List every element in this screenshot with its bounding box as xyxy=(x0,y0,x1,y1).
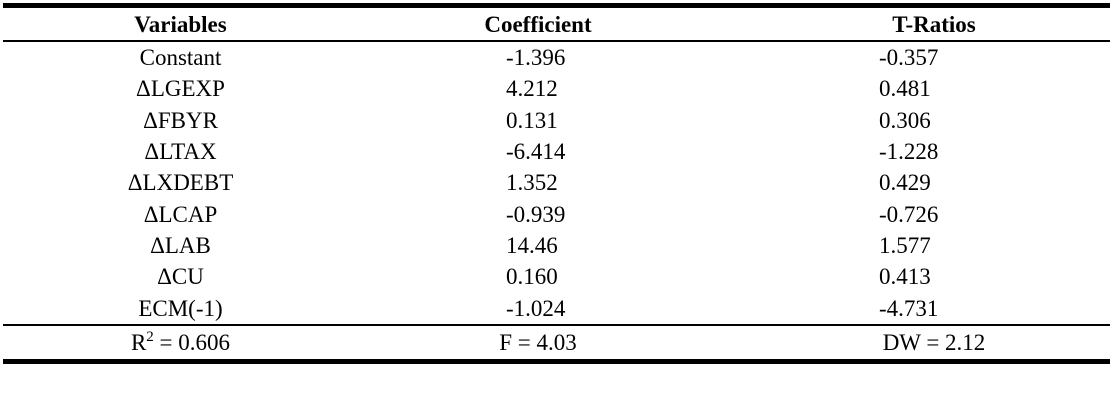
r-squared-symbol: R xyxy=(130,329,147,355)
header-coefficient: Coefficient xyxy=(358,6,758,42)
cell-coefficient: 14.46 xyxy=(506,232,558,258)
cell-coefficient: -1.024 xyxy=(506,295,566,321)
table-row xyxy=(3,167,1110,198)
table-row xyxy=(3,198,1110,229)
table-row xyxy=(3,136,1110,167)
cell-variable: ΔFBYR xyxy=(143,107,218,133)
cell-variable: ECM(-1) xyxy=(138,295,223,321)
cell-variable: ΔLGEXP xyxy=(136,76,225,102)
cell-coefficient: -0.939 xyxy=(506,201,566,227)
table-row xyxy=(3,105,1110,136)
f-stat: F = 4.03 xyxy=(499,329,577,355)
r-squared-exponent: 2 xyxy=(146,328,154,345)
table-footer-row xyxy=(3,325,1110,362)
header-variables: Variables xyxy=(3,6,358,42)
cell-t-ratio: -1.228 xyxy=(879,139,939,165)
table-row xyxy=(3,230,1110,261)
cell-coefficient: 0.160 xyxy=(506,264,558,290)
cell-variable: ΔLTAX xyxy=(144,139,217,165)
header-t-ratios: T-Ratios xyxy=(758,6,1110,42)
table-row xyxy=(3,292,1110,324)
r-squared-stat xyxy=(3,325,358,362)
cell-coefficient: -1.396 xyxy=(506,45,566,71)
cell-coefficient: 0.131 xyxy=(506,107,558,133)
cell-t-ratio: 0.481 xyxy=(879,76,931,102)
cell-variable: ΔLAB xyxy=(150,232,211,258)
cell-t-ratio: 0.413 xyxy=(879,264,931,290)
cell-variable: ΔLXDEBT xyxy=(127,170,234,196)
table-row xyxy=(3,73,1110,104)
cell-t-ratio: -0.726 xyxy=(879,201,939,227)
table-row xyxy=(3,41,1110,73)
regression-results-table xyxy=(3,3,1110,364)
cell-t-ratio: -0.357 xyxy=(879,45,939,71)
cell-coefficient: 4.212 xyxy=(506,76,558,102)
cell-variable: ΔCU xyxy=(157,264,204,290)
dw-stat: DW = 2.12 xyxy=(882,329,986,355)
r-squared-value: = 0.606 xyxy=(153,329,231,355)
cell-coefficient: 1.352 xyxy=(506,170,558,196)
table-header-row xyxy=(3,6,1110,42)
regression-table-container xyxy=(3,3,1110,364)
cell-coefficient: -6.414 xyxy=(506,139,566,165)
cell-variable: ΔLCAP xyxy=(143,201,218,227)
cell-t-ratio: 0.429 xyxy=(879,170,931,196)
table-row xyxy=(3,261,1110,292)
cell-variable: Constant xyxy=(139,45,222,71)
cell-t-ratio: 1.577 xyxy=(879,232,931,258)
cell-t-ratio: -4.731 xyxy=(879,295,939,321)
cell-t-ratio: 0.306 xyxy=(879,107,931,133)
